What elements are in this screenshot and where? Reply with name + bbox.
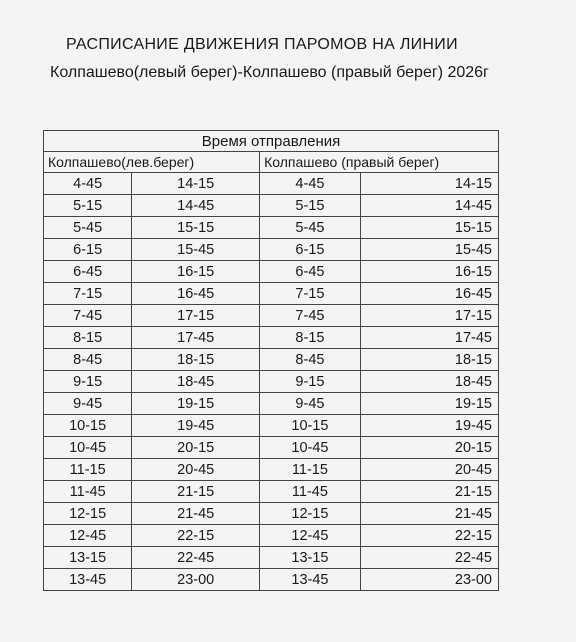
table-row <box>44 349 499 371</box>
right-bank-time-2: 17-15 <box>360 305 498 327</box>
left-bank-time-1: 8-45 <box>44 349 132 371</box>
right-bank-time-2: 19-45 <box>360 415 498 437</box>
left-bank-time-2: 22-15 <box>132 525 260 547</box>
left-bank-time-2: 19-15 <box>132 393 260 415</box>
left-bank-time-2: 15-15 <box>132 217 260 239</box>
left-bank-header: Колпашево(лев.берег) <box>44 152 260 173</box>
left-bank-time-1: 9-45 <box>44 393 132 415</box>
right-bank-time-2: 21-45 <box>360 503 498 525</box>
right-bank-time-2: 21-15 <box>360 481 498 503</box>
right-bank-time-1: 5-15 <box>260 195 361 217</box>
left-bank-time-1: 13-45 <box>44 569 132 591</box>
left-bank-time-1: 11-15 <box>44 459 132 481</box>
right-bank-time-2: 16-45 <box>360 283 498 305</box>
left-bank-time-2: 16-15 <box>132 261 260 283</box>
table-row <box>44 459 499 481</box>
table-row <box>44 481 499 503</box>
left-bank-time-1: 8-15 <box>44 327 132 349</box>
left-bank-time-2: 15-45 <box>132 239 260 261</box>
left-bank-time-1: 5-45 <box>44 217 132 239</box>
table-row <box>44 547 499 569</box>
left-bank-time-1: 5-15 <box>44 195 132 217</box>
right-bank-time-2: 20-15 <box>360 437 498 459</box>
table-row <box>44 305 499 327</box>
table-row <box>44 195 499 217</box>
right-bank-time-1: 9-15 <box>260 371 361 393</box>
right-bank-time-1: 5-45 <box>260 217 361 239</box>
left-bank-time-1: 9-15 <box>44 371 132 393</box>
left-bank-time-1: 6-45 <box>44 261 132 283</box>
right-bank-time-2: 20-45 <box>360 459 498 481</box>
left-bank-time-2: 18-45 <box>132 371 260 393</box>
right-bank-time-1: 13-15 <box>260 547 361 569</box>
left-bank-time-2: 20-45 <box>132 459 260 481</box>
table-row <box>44 173 499 195</box>
table-row <box>44 437 499 459</box>
left-bank-time-2: 19-45 <box>132 415 260 437</box>
left-bank-time-1: 6-15 <box>44 239 132 261</box>
left-bank-time-1: 11-45 <box>44 481 132 503</box>
left-bank-time-1: 7-15 <box>44 283 132 305</box>
left-bank-time-2: 18-15 <box>132 349 260 371</box>
table-row <box>44 261 499 283</box>
left-bank-time-2: 16-45 <box>132 283 260 305</box>
left-bank-time-2: 17-45 <box>132 327 260 349</box>
right-bank-time-1: 4-45 <box>260 173 361 195</box>
left-bank-time-1: 10-15 <box>44 415 132 437</box>
table-row <box>44 239 499 261</box>
left-bank-time-1: 12-15 <box>44 503 132 525</box>
right-bank-time-2: 15-45 <box>360 239 498 261</box>
table-row <box>44 569 499 591</box>
right-bank-time-1: 7-45 <box>260 305 361 327</box>
left-bank-time-2: 17-15 <box>132 305 260 327</box>
document-title: РАСПИСАНИЕ ДВИЖЕНИЯ ПАРОМОВ НА ЛИНИИ <box>66 36 458 53</box>
table-row <box>44 371 499 393</box>
left-bank-time-1: 4-45 <box>44 173 132 195</box>
left-bank-time-1: 7-45 <box>44 305 132 327</box>
right-bank-time-1: 10-45 <box>260 437 361 459</box>
right-bank-time-2: 17-45 <box>360 327 498 349</box>
table-row <box>44 503 499 525</box>
right-bank-time-1: 10-15 <box>260 415 361 437</box>
left-bank-time-2: 23-00 <box>132 569 260 591</box>
right-bank-time-2: 14-15 <box>360 173 498 195</box>
table-row <box>44 217 499 239</box>
left-bank-time-2: 21-45 <box>132 503 260 525</box>
right-bank-time-1: 8-45 <box>260 349 361 371</box>
right-bank-time-2: 19-15 <box>360 393 498 415</box>
table-row <box>44 327 499 349</box>
right-bank-time-1: 11-15 <box>260 459 361 481</box>
ferry-schedule-table <box>43 130 499 591</box>
right-bank-time-2: 15-15 <box>360 217 498 239</box>
right-bank-header: Колпашево (правый берег) <box>260 152 499 173</box>
right-bank-time-1: 12-15 <box>260 503 361 525</box>
left-bank-time-2: 22-45 <box>132 547 260 569</box>
right-bank-time-2: 18-15 <box>360 349 498 371</box>
right-bank-time-1: 6-45 <box>260 261 361 283</box>
departure-time-header: Время отправления <box>44 131 499 152</box>
right-bank-time-2: 18-45 <box>360 371 498 393</box>
document-subtitle: Колпашево(левый берег)-Колпашево (правый берег) 2026г <box>50 64 489 81</box>
left-bank-time-1: 12-45 <box>44 525 132 547</box>
right-bank-time-1: 8-15 <box>260 327 361 349</box>
right-bank-time-1: 6-15 <box>260 239 361 261</box>
left-bank-time-2: 20-15 <box>132 437 260 459</box>
left-bank-time-2: 14-45 <box>132 195 260 217</box>
table-row <box>44 415 499 437</box>
right-bank-time-1: 12-45 <box>260 525 361 547</box>
right-bank-time-2: 22-45 <box>360 547 498 569</box>
table-row <box>44 283 499 305</box>
table-row <box>44 525 499 547</box>
table-row <box>44 393 499 415</box>
right-bank-time-2: 14-45 <box>360 195 498 217</box>
table-subheader-row <box>44 152 499 173</box>
left-bank-time-1: 13-15 <box>44 547 132 569</box>
right-bank-time-2: 22-15 <box>360 525 498 547</box>
right-bank-time-2: 23-00 <box>360 569 498 591</box>
right-bank-time-1: 13-45 <box>260 569 361 591</box>
table-header-row <box>44 131 499 152</box>
right-bank-time-1: 7-15 <box>260 283 361 305</box>
right-bank-time-1: 11-45 <box>260 481 361 503</box>
right-bank-time-2: 16-15 <box>360 261 498 283</box>
left-bank-time-2: 21-15 <box>132 481 260 503</box>
right-bank-time-1: 9-45 <box>260 393 361 415</box>
left-bank-time-1: 10-45 <box>44 437 132 459</box>
left-bank-time-2: 14-15 <box>132 173 260 195</box>
